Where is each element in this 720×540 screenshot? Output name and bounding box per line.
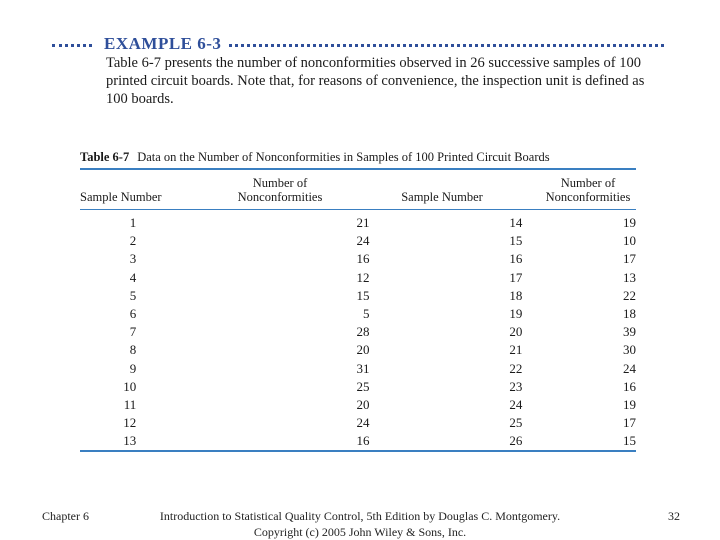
table-row <box>80 396 636 414</box>
header-sample-number-1: Sample Number <box>80 190 162 204</box>
footer-citation-line2: Copyright (c) 2005 John Wiley & Sons, Inc. <box>253 525 467 539</box>
table-row <box>80 432 636 450</box>
nonconformities-cell: 20 <box>356 396 370 412</box>
sample-number-cell: 14 <box>509 215 523 231</box>
nonconformities-cell: 15 <box>356 287 370 303</box>
header-nonconformities-1-line2: Nonconformities <box>237 190 323 204</box>
footer-citation-line1: Introduction to Statistical Quality Control, 5th Edition by Douglas C. Montgomery. <box>159 509 561 523</box>
nonconformities-cell: 17 <box>623 251 636 267</box>
sample-number-cell: 16 <box>509 251 523 267</box>
example-text: Table 6-7 presents the number of nonconformities observed in 26 successive samples of 100 printed circuit boards. Note that, for reasons of convenience, the inspection unit is defined as 100 boards. <box>106 55 645 107</box>
nonconformities-cell: 30 <box>623 342 636 358</box>
nonconformities-cell: 21 <box>356 215 370 231</box>
sample-number-cell: 1 <box>129 215 137 231</box>
nonconformities-cell: 31 <box>356 360 370 376</box>
nonconformities-cell: 24 <box>623 360 636 376</box>
dotted-rule-left <box>52 44 92 47</box>
table-row <box>80 287 636 305</box>
nonconformities-cell: 25 <box>356 378 370 394</box>
sample-number-cell: 2 <box>129 233 137 249</box>
nonconformities-cell: 20 <box>356 342 370 358</box>
header-nonconformities-2-line1: Number of <box>560 176 616 190</box>
sample-number-cell: 5 <box>129 287 137 303</box>
table-row <box>80 250 636 268</box>
table-row <box>80 232 636 250</box>
table-row <box>80 414 636 432</box>
nonconformities-cell: 24 <box>356 233 370 249</box>
sample-number-cell: 25 <box>509 415 523 431</box>
nonconformities-cell: 19 <box>623 215 636 231</box>
sample-number-cell: 21 <box>509 342 523 358</box>
header-nonconformities-2 <box>533 176 643 204</box>
example-title: EXAMPLE 6-3 <box>104 34 222 53</box>
footer-page-number: 32 <box>668 509 680 523</box>
sample-number-cell: 26 <box>509 433 523 449</box>
table-row <box>80 341 636 359</box>
nonconformities-cell: 19 <box>623 396 636 412</box>
nonconformities-cell: 12 <box>356 269 370 285</box>
table-row <box>80 378 636 396</box>
table-top-rule <box>80 168 636 170</box>
sample-number-cell: 9 <box>129 360 137 376</box>
sample-number-cell: 22 <box>509 360 523 376</box>
header-sample-number-2: Sample Number <box>401 190 483 204</box>
sample-number-cell: 3 <box>129 251 137 267</box>
table-caption <box>80 150 550 165</box>
table-row <box>80 214 636 232</box>
table-body <box>80 214 636 450</box>
sample-number-cell: 4 <box>129 269 137 285</box>
table-row <box>80 323 636 341</box>
table-bottom-rule <box>80 450 636 452</box>
sample-number-cell: 17 <box>509 269 523 285</box>
nonconformities-cell: 22 <box>623 287 636 303</box>
sample-number-cell: 6 <box>129 306 137 322</box>
footer-chapter: Chapter 6 <box>42 509 89 523</box>
sample-number-cell: 18 <box>509 287 523 303</box>
nonconformities-cell: 24 <box>356 415 370 431</box>
nonconformities-cell: 16 <box>623 378 636 394</box>
table-row <box>80 269 636 287</box>
sample-number-cell: 10 <box>123 378 137 394</box>
sample-number-cell: 19 <box>509 306 523 322</box>
nonconformities-cell: 17 <box>623 415 636 431</box>
sample-number-cell: 7 <box>129 324 137 340</box>
table-header-rule <box>80 209 636 210</box>
nonconformities-cell: 5 <box>363 306 370 322</box>
nonconformities-table <box>80 214 636 450</box>
nonconformities-cell: 28 <box>356 324 370 340</box>
sample-number-cell: 23 <box>509 378 523 394</box>
sample-number-cell: 11 <box>123 396 137 412</box>
nonconformities-cell: 39 <box>623 324 636 340</box>
nonconformities-cell: 18 <box>623 306 636 322</box>
table-row <box>80 305 636 323</box>
sample-number-cell: 13 <box>123 433 137 449</box>
nonconformities-cell: 13 <box>623 269 636 285</box>
example-header <box>52 34 664 56</box>
header-nonconformities-2-line2: Nonconformities <box>545 190 631 204</box>
sample-number-cell: 24 <box>509 396 523 412</box>
header-nonconformities-1 <box>220 176 340 204</box>
sample-number-cell: 15 <box>509 233 523 249</box>
nonconformities-cell: 16 <box>356 433 370 449</box>
nonconformities-cell: 16 <box>356 251 370 267</box>
dotted-rule-right <box>229 44 664 47</box>
sample-number-cell: 12 <box>123 415 137 431</box>
sample-number-cell: 20 <box>509 324 523 340</box>
nonconformities-cell: 10 <box>623 233 636 249</box>
table-row <box>80 360 636 378</box>
table-caption-id: Table 6-7 <box>80 150 130 164</box>
sample-number-cell: 8 <box>129 342 137 358</box>
table-caption-text: Data on the Number of Nonconformities in Samples of 100 Printed Circuit Boards <box>137 150 550 164</box>
nonconformities-cell: 15 <box>623 433 636 449</box>
header-nonconformities-1-line1: Number of <box>252 176 308 190</box>
footer-citation <box>140 508 580 540</box>
